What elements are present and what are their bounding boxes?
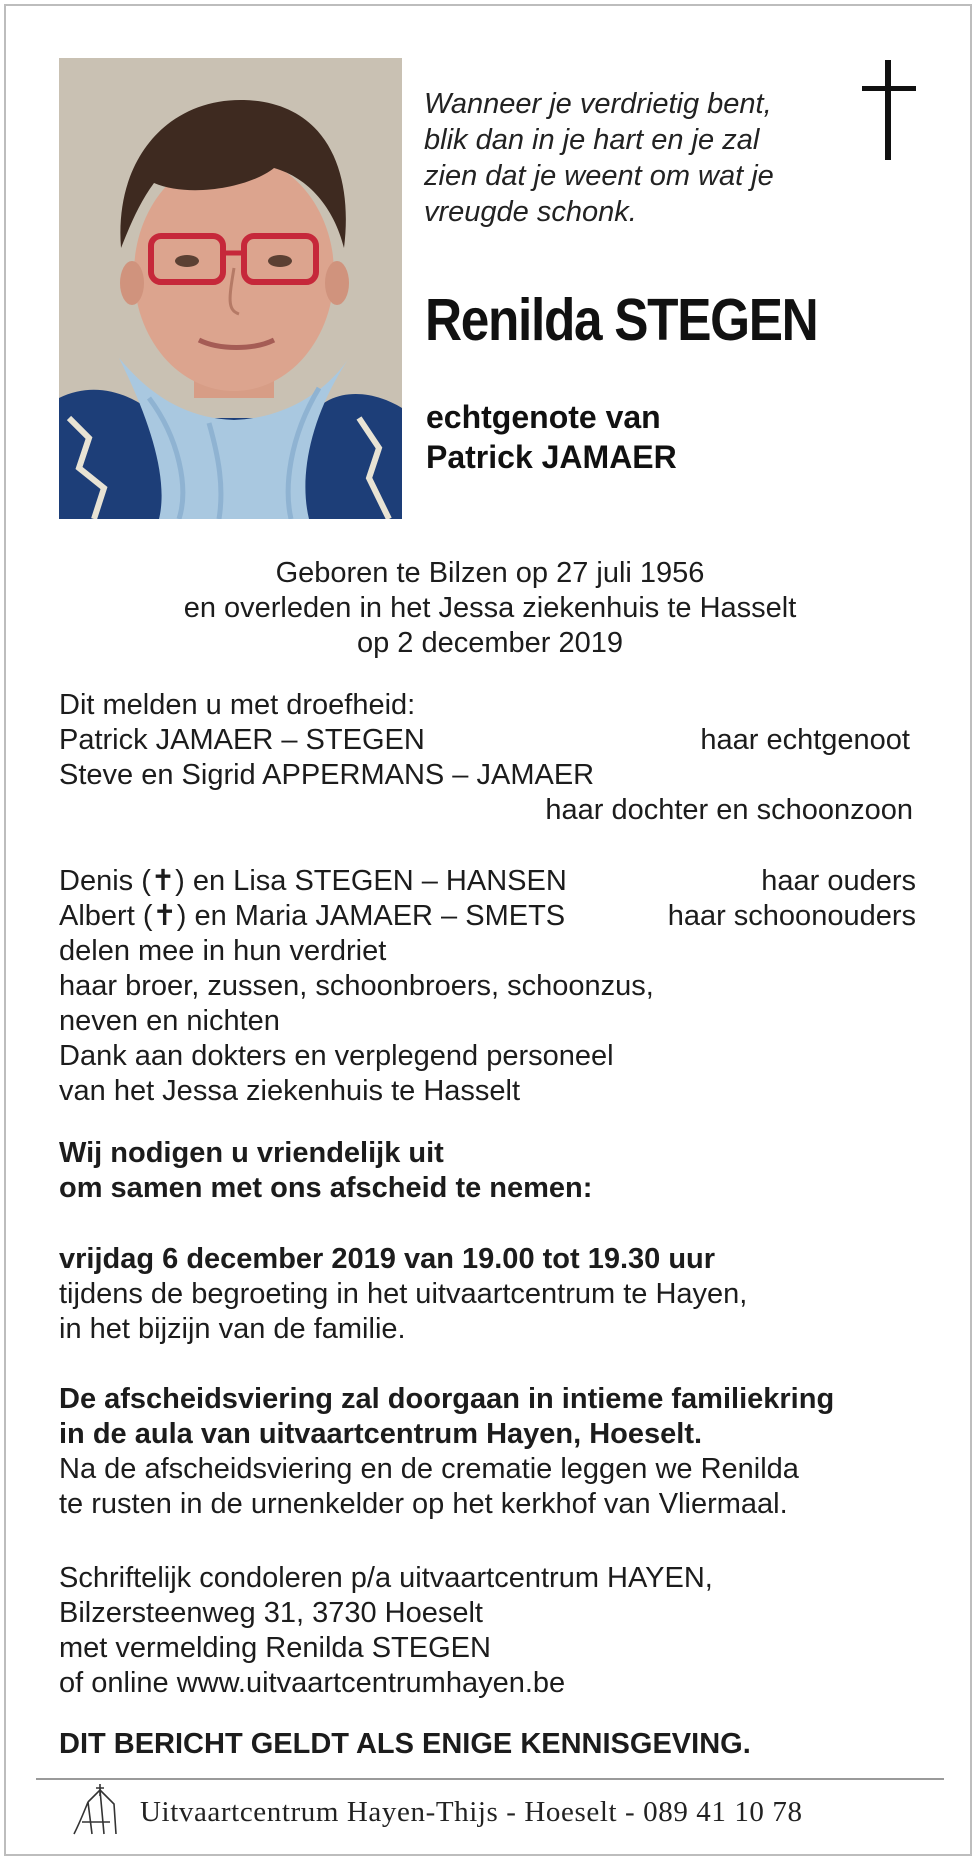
visitation-detail: in het bijzijn van de familie.: [59, 1313, 406, 1345]
mourner-name: Patrick JAMAER – STEGEN: [59, 724, 425, 756]
mourner-relation: haar echtgenoot: [700, 724, 910, 756]
sharing-line: delen mee in hun verdriet: [59, 935, 387, 967]
deceased-name: Renilda STEGEN: [425, 287, 818, 353]
invitation-line: Wij nodigen u vriendelijk uit: [59, 1137, 444, 1169]
condolences-line: Bilzersteenweg 31, 3730 Hoeselt: [59, 1597, 483, 1629]
portrait-photo: [59, 58, 402, 519]
quote-line: blik dan in je hart en je zal: [424, 124, 760, 156]
visitation-date: vrijdag 6 december 2019 van 19.00 tot 19.30 uur: [59, 1243, 716, 1275]
mourner-name: Denis (✝) en Lisa STEGEN – HANSEN: [59, 865, 567, 897]
born-line: Geboren te Bilzen op 27 juli 1956: [275, 557, 705, 589]
footer-contact: Uitvaartcentrum Hayen-Thijs - Hoeselt - 089 41 10 78: [140, 1796, 803, 1828]
mourner-name: Albert (✝) en Maria JAMAER – SMETS: [59, 900, 566, 932]
mourner-relation: haar ouders: [761, 865, 916, 897]
birth-death-info: [0, 556, 980, 661]
funeral-home-logo-icon: [70, 1782, 126, 1843]
ceremony-detail: te rusten in de urnenkelder op het kerkhof van Vliermaal.: [59, 1488, 788, 1520]
spouse-line: Patrick JAMAER: [426, 439, 677, 475]
footer-divider: [36, 1778, 944, 1780]
spouse-info: [426, 397, 677, 477]
mourners-intro: Dit melden u met droefheid:: [59, 689, 416, 721]
cross-icon: [862, 60, 916, 165]
sharing-line: Dank aan dokters en verplegend personeel: [59, 1040, 614, 1072]
ceremony-line: in de aula van uitvaartcentrum Hayen, Hoeselt.: [59, 1418, 703, 1450]
condolences-line: met vermelding Renilda STEGEN: [59, 1632, 491, 1664]
born-line: op 2 december 2019: [356, 627, 624, 659]
ceremony-line: De afscheidsviering zal doorgaan in intieme familiekring: [59, 1383, 835, 1415]
portrait-illustration: [59, 58, 402, 519]
mourner-name: Steve en Sigrid APPERMANS – JAMAER: [59, 759, 595, 791]
condolences-line: Schriftelijk condoleren p/a uitvaartcentrum HAYEN,: [59, 1562, 713, 1594]
invitation-line: om samen met ons afscheid te nemen:: [59, 1172, 593, 1204]
sharing-line: neven en nichten: [59, 1005, 280, 1037]
quote-line: vreugde schonk.: [424, 196, 637, 228]
memorial-quote: [424, 86, 844, 230]
mourner-relation: haar dochter en schoonzoon: [545, 794, 913, 826]
sharing-line: haar broer, zussen, schoonbroers, schoonzus,: [59, 970, 654, 1002]
born-line: en overleden in het Jessa ziekenhuis te Hasselt: [183, 592, 797, 624]
notice: DIT BERICHT GELDT ALS ENIGE KENNISGEVING.: [59, 1728, 751, 1760]
sharing-line: van het Jessa ziekenhuis te Hasselt: [59, 1075, 521, 1107]
ceremony-detail: Na de afscheidsviering en de crematie leggen we Renilda: [59, 1453, 799, 1485]
spouse-line: echtgenote van: [426, 399, 661, 435]
condolences-line: of online www.uitvaartcentrumhayen.be: [59, 1667, 566, 1699]
mourner-relation: haar schoonouders: [667, 900, 916, 932]
quote-line: zien dat je weent om wat je: [424, 160, 774, 192]
quote-line: Wanneer je verdrietig bent,: [424, 88, 772, 120]
visitation-detail: tijdens de begroeting in het uitvaartcentrum te Hayen,: [59, 1278, 748, 1310]
